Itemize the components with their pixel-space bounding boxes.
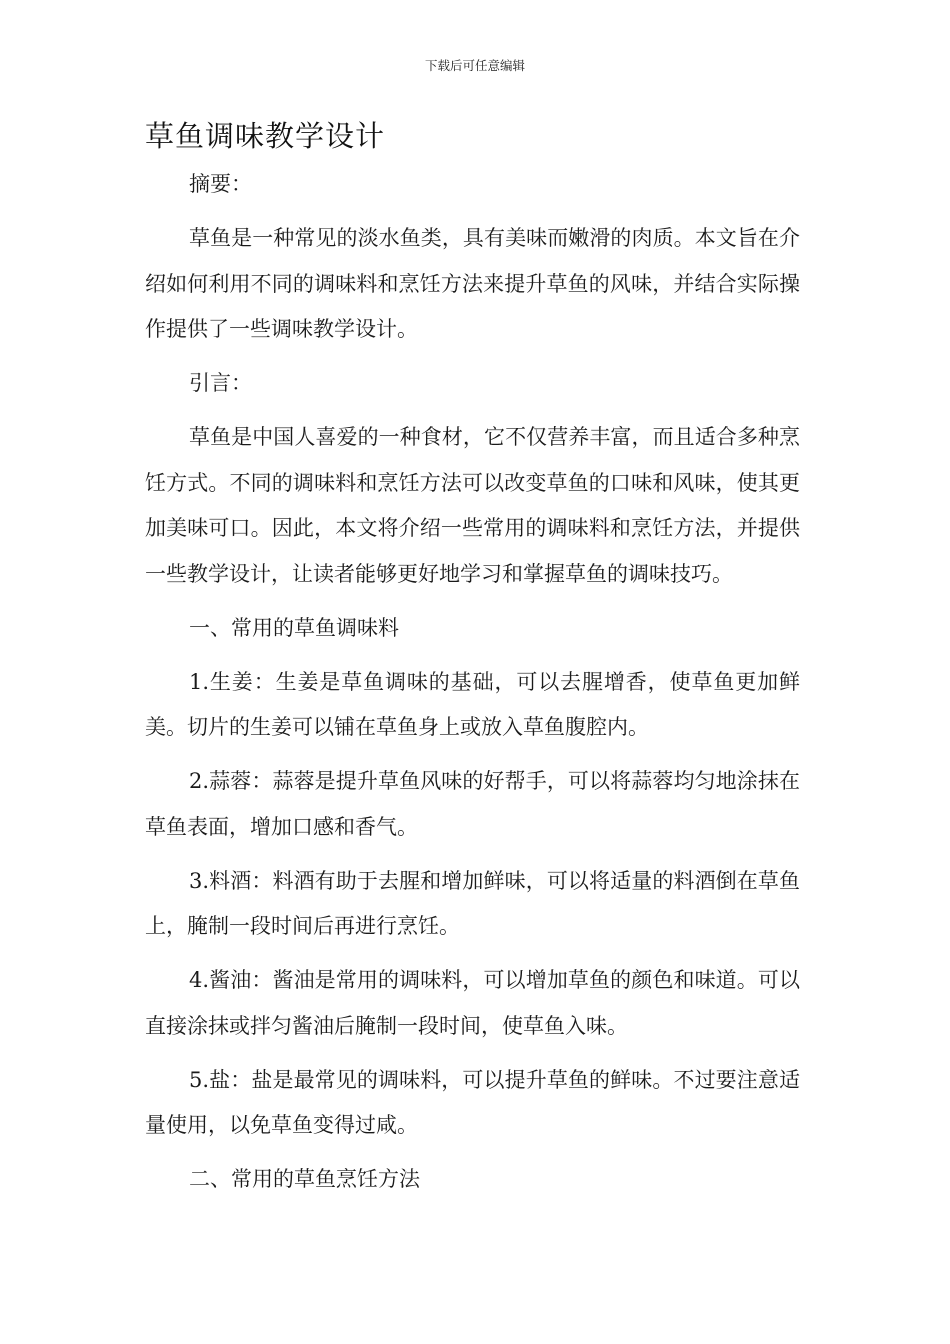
header-note: 下载后可任意编辑	[424, 58, 525, 73]
introduction-paragraph: 草鱼是中国人喜爱的一种食材，它不仅营养丰富，而且适合多种烹饪方式。不同的调味料和烹饪方法可以改变草鱼的口味和风味，使其更加美味可口。因此，本文将介绍一些常用的调味料和烹饪方法，并提供一些教学设计，让读者能够更好地学习和掌握草鱼的调味技巧。	[145, 425, 800, 586]
section-heading-seasonings: 一、常用的草鱼调味料	[189, 615, 399, 640]
introduction-heading: 引言：	[189, 371, 252, 395]
list-item-salt: 5.盐：盐是最常见的调味料，可以提升草鱼的鲜味。不过要注意适量使用，以免草鱼变得过咸。	[145, 1067, 800, 1137]
document-title: 草鱼调味教学设计	[145, 119, 386, 153]
list-item-cooking-wine: 3.料酒：料酒有助于去腥和增加鲜味，可以将适量的料酒倒在草鱼上，腌制一段时间后再进行烹饪。	[145, 868, 800, 938]
abstract-paragraph: 草鱼是一种常见的淡水鱼类，具有美味而嫩滑的肉质。本文旨在介绍如何利用不同的调味料和烹饪方法来提升草鱼的风味，并结合实际操作提供了一些调味教学设计。	[145, 226, 800, 341]
list-item-ginger: 1.生姜：生姜是草鱼调味的基础，可以去腥增香，使草鱼更加鲜美。切片的生姜可以铺在草鱼身上或放入草鱼腹腔内。	[145, 669, 800, 739]
list-item-soy-sauce: 4.酱油：酱油是常用的调味料，可以增加草鱼的颜色和味道。可以直接涂抹或拌匀酱油后腌制一段时间，使草鱼入味。	[145, 968, 800, 1038]
list-item-garlic: 2.蒜蓉：蒜蓉是提升草鱼风味的好帮手，可以将蒜蓉均匀地涂抹在草鱼表面，增加口感和香气。	[145, 769, 800, 839]
document-body	[145, 162, 800, 1211]
section-heading-cooking-methods: 二、常用的草鱼烹饪方法	[189, 1167, 420, 1191]
abstract-heading: 摘要：	[189, 172, 252, 196]
